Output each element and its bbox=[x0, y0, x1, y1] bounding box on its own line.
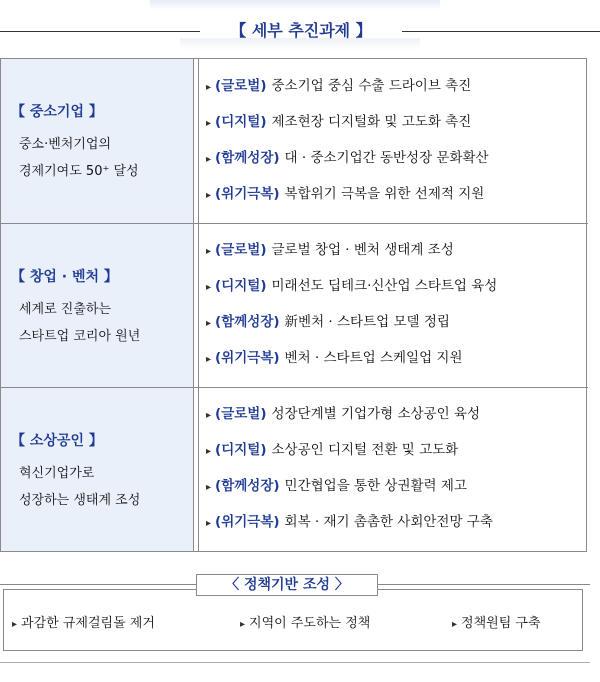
section-goal-line-1: 세계로 진출하는 bbox=[19, 302, 112, 317]
section-goal-line-2: 경제기여도 50⁺ 달성 bbox=[19, 164, 139, 179]
section-label-cell bbox=[1, 388, 194, 551]
section-small-business bbox=[1, 387, 588, 551]
list-item: ▸ (위기극복) 회복 · 재기 촘촘한 사회안전망 구축 bbox=[206, 514, 493, 530]
list-item: ▸ (위기극복) 벤처 · 스타트업 스케일업 지원 bbox=[206, 350, 463, 366]
item-text: 소상공인 디지털 전환 및 고도화 bbox=[271, 442, 459, 458]
section-sme bbox=[1, 59, 588, 223]
list-item: ▸ (위기극복) 복합위기 극복을 위한 선제적 지원 bbox=[206, 186, 485, 202]
section-goal-line-2: 성장하는 생태계 조성 bbox=[19, 493, 141, 508]
list-item: ▸ (글로벌) 글로벌 창업 · 벤처 생태계 조성 bbox=[206, 242, 454, 258]
section-goal-line-1: 혁신기업가로 bbox=[19, 466, 95, 481]
item-tag: (글로벌) bbox=[215, 242, 267, 258]
item-text: 新벤처 · 스타트업 모델 정립 bbox=[284, 314, 450, 330]
item-text: 대 · 중소기업간 동반성장 문화확산 bbox=[284, 150, 489, 166]
item-tag: (함께성장) bbox=[215, 150, 280, 166]
list-item: ▸ (디지털) 제조현장 디지털화 및 고도화 촉진 bbox=[206, 114, 472, 130]
policy-basis-title: 〈 정책기반 조성 〉 bbox=[196, 574, 378, 596]
item-tag: (글로벌) bbox=[215, 406, 267, 422]
list-item: ▸ (글로벌) 성장단계별 기업가형 소상공인 육성 bbox=[206, 406, 480, 422]
item-text: 복합위기 극복을 위한 선제적 지원 bbox=[284, 186, 485, 202]
list-item: ▸ 과감한 규제걸림돌 제거 bbox=[12, 616, 155, 631]
title-rule-left bbox=[0, 31, 200, 32]
section-label-cell bbox=[1, 224, 194, 387]
title-rule-right bbox=[402, 31, 600, 32]
item-text: 벤처 · 스타트업 스케일업 지원 bbox=[284, 350, 463, 366]
item-tag: (디지털) bbox=[215, 442, 267, 458]
item-tag: (글로벌) bbox=[215, 78, 267, 94]
policy-basis-items bbox=[12, 614, 582, 634]
item-text: 중소기업 중심 수출 드라이브 촉진 bbox=[271, 78, 472, 94]
list-item: ▸ (디지털) 미래선도 딥테크·신산업 스타트업 육성 bbox=[206, 278, 498, 294]
item-tag: (함께성장) bbox=[215, 478, 280, 494]
list-item: ▸ 지역이 주도하는 정책 bbox=[240, 616, 371, 631]
item-text: 성장단계별 기업가형 소상공인 육성 bbox=[271, 406, 480, 422]
item-text: 제조현장 디지털화 및 고도화 촉진 bbox=[271, 114, 472, 130]
tasks-table bbox=[0, 58, 587, 552]
item-tag: (위기극복) bbox=[215, 186, 280, 202]
item-tag: (디지털) bbox=[215, 114, 267, 130]
list-item: ▸ (글로벌) 중소기업 중심 수출 드라이브 촉진 bbox=[206, 78, 472, 94]
list-item: ▸ (함께성장) 新벤처 · 스타트업 모델 정립 bbox=[206, 314, 450, 330]
section-startup bbox=[1, 223, 588, 387]
list-item: ▸ 정책원팀 구축 bbox=[452, 616, 541, 631]
section-goal-line-2: 스타트업 코리아 원년 bbox=[19, 329, 141, 344]
item-tag: (위기극복) bbox=[215, 514, 280, 530]
section-category: 【 소상공인 】 bbox=[11, 433, 103, 449]
basis-item-text: 과감한 규제걸림돌 제거 bbox=[21, 616, 155, 631]
item-tag: (위기극복) bbox=[215, 350, 280, 366]
section-items-cell bbox=[194, 59, 588, 223]
bottom-rule bbox=[0, 662, 590, 663]
list-item: ▸ (함께성장) 대 · 중소기업간 동반성장 문화확산 bbox=[206, 150, 489, 166]
top-shade bbox=[150, 0, 440, 10]
section-label-cell bbox=[1, 59, 194, 223]
section-category: 【 중소기업 】 bbox=[11, 104, 103, 120]
basis-rule-left bbox=[0, 584, 196, 585]
item-text: 미래선도 딥테크·신산업 스타트업 육성 bbox=[271, 278, 498, 294]
item-text: 글로벌 창업 · 벤처 생태계 조성 bbox=[271, 242, 454, 258]
basis-rule-right bbox=[378, 584, 590, 585]
basis-item-text: 지역이 주도하는 정책 bbox=[249, 616, 371, 631]
item-text: 민간협업을 통한 상권활력 제고 bbox=[284, 478, 467, 494]
item-tag: (디지털) bbox=[215, 278, 267, 294]
section-items-cell bbox=[194, 388, 588, 551]
basis-item-text: 정책원팀 구축 bbox=[461, 616, 541, 631]
page-title: 【 세부 추진과제 】 bbox=[230, 21, 372, 40]
item-tag: (함께성장) bbox=[215, 314, 280, 330]
list-item: ▸ (함께성장) 민간협업을 통한 상권활력 제고 bbox=[206, 478, 467, 494]
item-text: 회복 · 재기 촘촘한 사회안전망 구축 bbox=[284, 514, 493, 530]
section-items-cell bbox=[194, 224, 588, 387]
section-goal-line-1: 중소·벤처기업의 bbox=[19, 137, 112, 152]
section-category: 【 창업 · 벤처 】 bbox=[11, 269, 118, 285]
list-item: ▸ (디지털) 소상공인 디지털 전환 및 고도화 bbox=[206, 442, 459, 458]
